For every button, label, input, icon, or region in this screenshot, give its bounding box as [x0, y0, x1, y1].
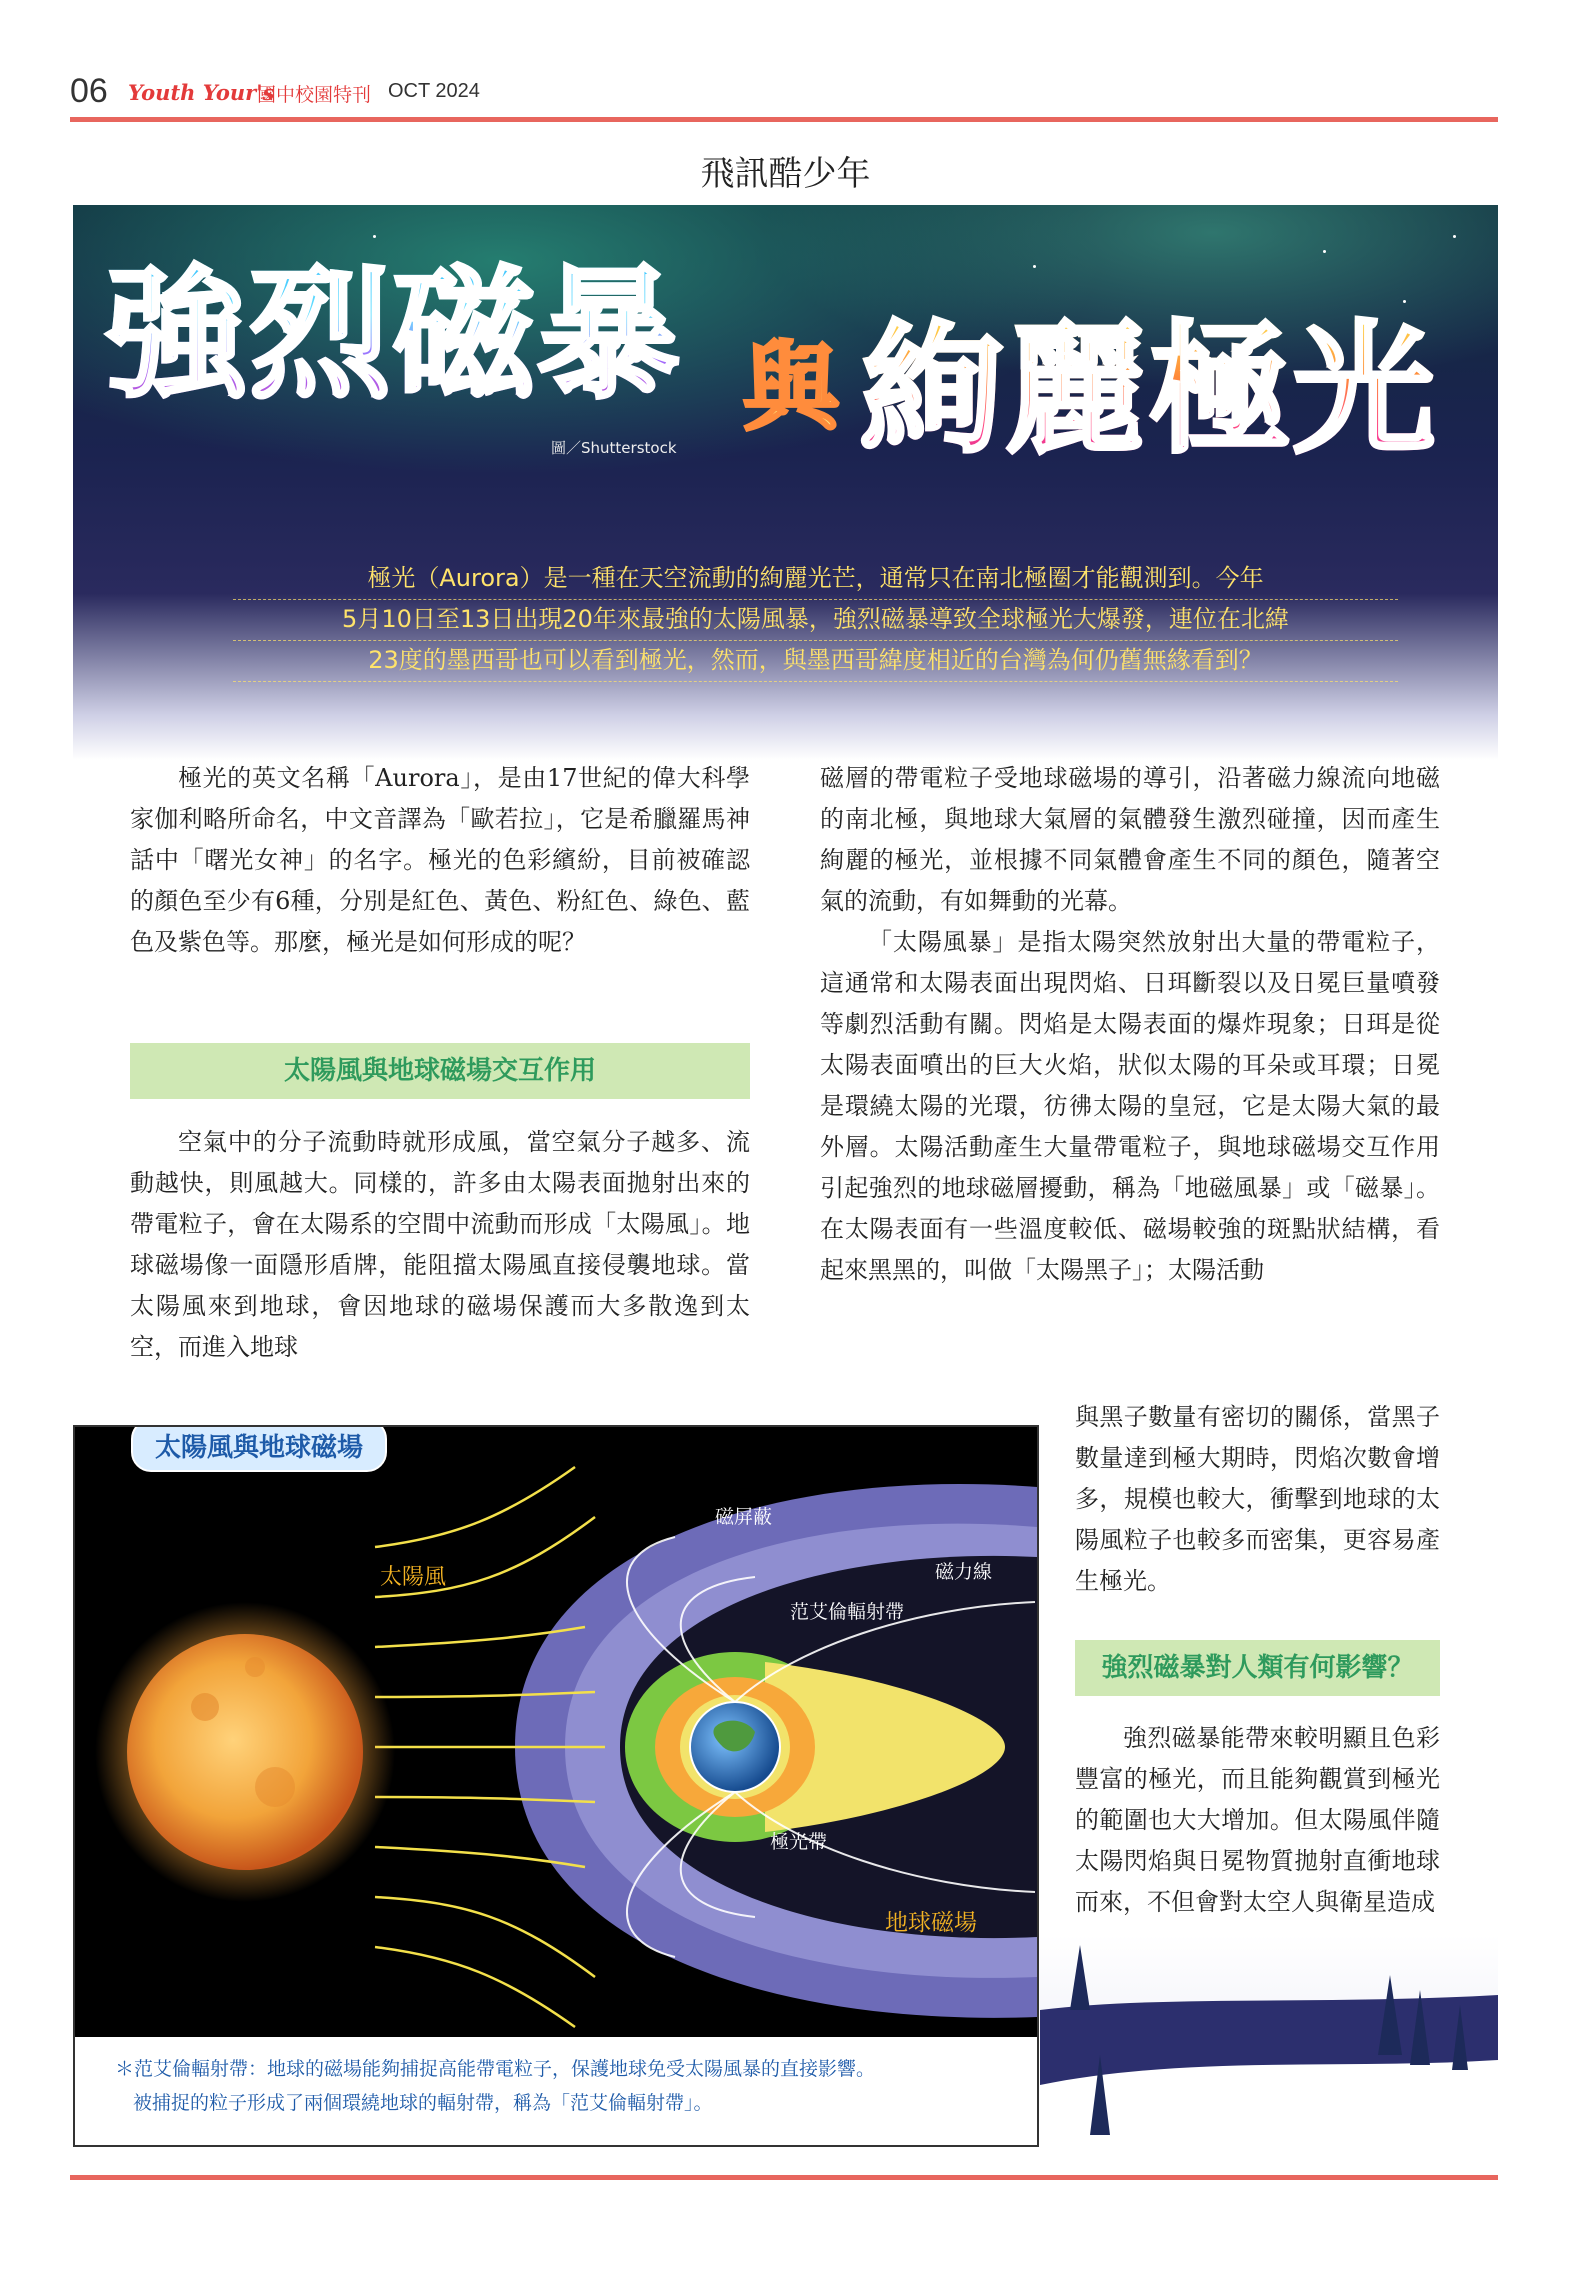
article-column-right	[820, 758, 1440, 1291]
footnote-line: ＊范艾倫輻射帶：地球的磁場能夠捕捉高能帶電粒子，保護地球免受太陽風暴的直接影響。	[115, 2058, 876, 2080]
sun-spot	[245, 1657, 265, 1677]
sun-spot	[191, 1693, 219, 1721]
article-column-left	[130, 758, 750, 963]
star-decoration	[1033, 265, 1036, 268]
header-divider	[70, 117, 1498, 122]
snow-ground	[1040, 2060, 1498, 2170]
label-magnetic-shield: 磁屏蔽	[715, 1506, 773, 1528]
star-decoration	[1323, 250, 1326, 253]
star-decoration	[1403, 300, 1406, 303]
issue-date: OCT 2024	[388, 80, 480, 102]
hero-title-connector: 與	[743, 332, 841, 444]
issue-name: 國中校園特刊	[257, 84, 372, 106]
label-field-lines: 磁力線	[935, 1561, 993, 1583]
publication-brand: Youth Your's	[128, 80, 275, 105]
sun	[127, 1634, 363, 1870]
intro-line: 極光（Aurora）是一種在天空流動的絢麗光芒，通常只在南北極圈才能觀測到。今年	[233, 558, 1398, 600]
article-paragraph: 空氣中的分子流動時就形成風，當空氣分子越多、流動越快，則風越大。同樣的，許多由太陽表面拋射出來的帶電粒子，會在太陽系的空間中流動而形成「太陽風」。地球磁場像一面隱形盾牌，能阻擋太陽風直接侵襲地球。當太陽風來到地球，會因地球的磁場保護而大多散逸到太空，而進入地球	[130, 1128, 750, 1361]
article-subheading: 強烈磁暴對人類有何影響？	[1075, 1640, 1440, 1696]
label-earth-magnetic-field: 地球磁場	[885, 1910, 977, 1936]
article-paragraph: 與黑子數量有密切的關係，當黑子數量達到極大期時，閃焰次數會增多，規模也較大，衝擊到地球的太陽風粒子也較多而密集，更容易產生極光。	[1075, 1403, 1440, 1595]
star-decoration	[1453, 235, 1456, 238]
solar-wind-streams	[375, 1467, 605, 2027]
article-subheading: 太陽風與地球磁場交互作用	[130, 1043, 750, 1099]
label-aurora-belt: 極光帶	[770, 1831, 828, 1853]
snow-scene-illustration	[1040, 1935, 1498, 2170]
sun-spot	[255, 1767, 295, 1807]
article-paragraph: 強烈磁暴能帶來較明顯且色彩豐富的極光，而且能夠觀賞到極光的範圍也大大增加。但太陽風伴隨太陽閃焰與日冕物質拋射直衝地球而來，不但會對太空人與衛星造成	[1075, 1724, 1440, 1916]
photo-credit: 圖／Shutterstock	[551, 439, 677, 457]
magnetosphere-diagram	[73, 1425, 1039, 2147]
article-paragraph: 「太陽風暴」是指太陽突然放射出大量的帶電粒子，這通常和太陽表面出現閃焰、日珥斷裂以及日冕巨量噴發等劇烈活動有關。閃焰是太陽表面的爆炸現象；日珥是從太陽表面噴出的巨大火焰，狀似太陽的耳朵或耳環；日冕是環繞太陽的光環，彷彿太陽的皇冠，它是太陽大氣的最外層。太陽活動產生大量帶電粒子，與地球磁場交互作用引起強烈的地球磁層擾動，稱為「地磁風暴」或「磁暴」。在太陽表面有一些溫度較低、磁場較強的斑點狀結構，看起來黑黑的，叫做「太陽黑子」；太陽活動	[820, 928, 1440, 1284]
label-solar-wind: 太陽風	[380, 1565, 447, 1590]
label-van-allen-belts: 范艾倫輻射帶	[790, 1601, 905, 1623]
hero-title-part2: 絢麗極光	[861, 308, 1437, 473]
footnote-line: 被捕捉的粒子形成了兩個環繞地球的輻射帶，稱為「范艾倫輻射帶」。	[133, 2092, 713, 2114]
snow-scene-decoration	[1040, 1935, 1498, 2170]
intro-line: 23度的墨西哥也可以看到極光，然而，與墨西哥緯度相近的台灣為何仍舊無緣看到？	[233, 640, 1398, 682]
hero-banner	[73, 205, 1498, 760]
star-decoration	[373, 235, 376, 238]
article-column-right-narrow-lower	[1075, 1718, 1440, 1923]
footer-divider	[70, 2175, 1498, 2180]
article-column-right-narrow	[1075, 1397, 1440, 1602]
hero-title-part1: 強烈磁暴	[105, 253, 681, 418]
diagram-illustration	[75, 1427, 1037, 2037]
section-title: 飛訊酷少年	[700, 154, 871, 194]
article-column-left-lower	[130, 1122, 750, 1368]
article-paragraph: 極光的英文名稱「Aurora」，是由17世紀的偉大科學家伽利略所命名，中文音譯為「歐若拉」，它是希臘羅馬神話中「曙光女神」的名字。極光的色彩繽紛，目前被確認的顏色至少有6種，分別是紅色、黃色、粉紅色、綠色、藍色及紫色等。那麼，極光是如何形成的呢？	[130, 764, 750, 956]
intro-line: 5月10日至13日出現20年來最強的太陽風暴，強烈磁暴導致全球極光大爆發，連位在北緯	[233, 599, 1398, 641]
diagram-footnote	[115, 2052, 1015, 2120]
magnetosphere-illustration	[75, 1427, 1037, 2037]
page-number: 06	[70, 72, 108, 110]
article-paragraph: 磁層的帶電粒子受地球磁場的導引，沿著磁力線流向地磁的南北極，與地球大氣層的氣體發生激烈碰撞，因而產生絢麗的極光，並根據不同氣體會產生不同的顏色，隨著空氣的流動，有如舞動的光幕。	[820, 764, 1440, 915]
diagram-title: 太陽風與地球磁場	[131, 1425, 387, 1472]
